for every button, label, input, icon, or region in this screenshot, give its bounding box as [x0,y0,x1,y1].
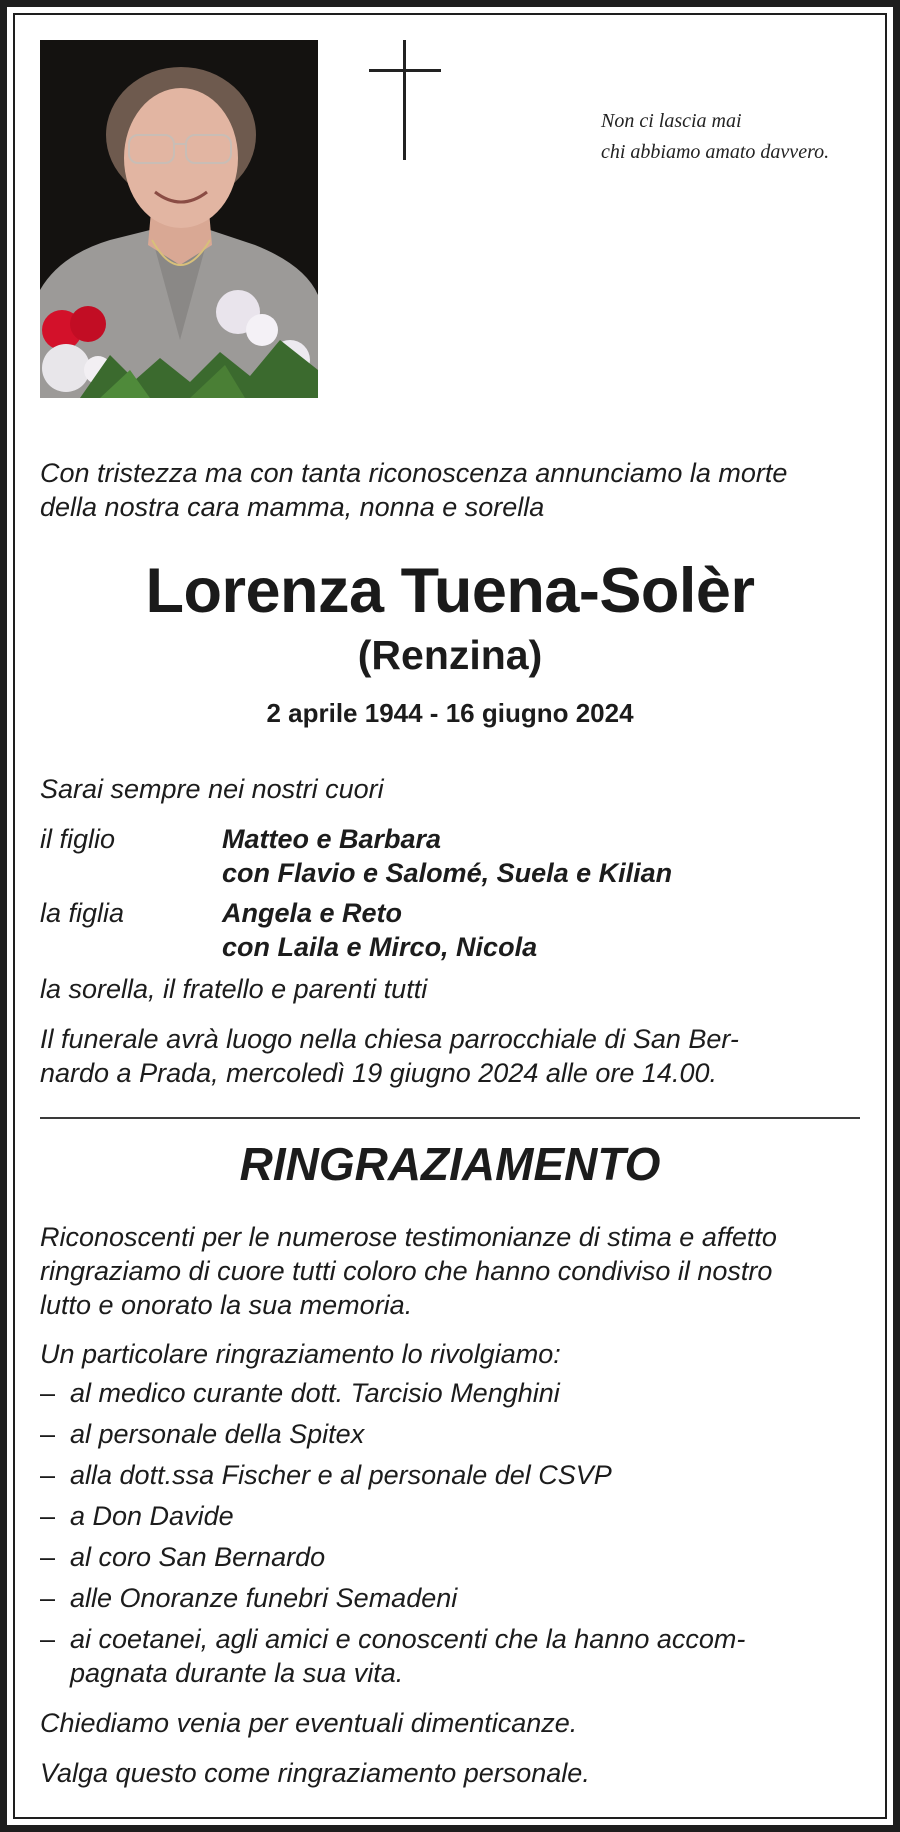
dash-bullet: – [40,1624,56,1654]
dash-bullet: – [40,1583,56,1613]
intro-text [40,456,862,524]
list-item-text: ai coetanei, agli amici e conoscenti che la hanno accom- [70,1624,746,1654]
intro-line: Con tristezza ma con tanta riconoscenza annunciamo la morte [40,458,788,488]
thanks-paragraph-line: Riconoscenti per le numerose testimonianze di stima e affetto [40,1222,777,1252]
thanks-lead: Un particolare ringraziamento lo rivolgiamo: [40,1339,561,1369]
dash-bullet: – [40,1378,56,1408]
apology-line: Chiediamo venia per eventuali dimenticanze. [40,1708,578,1738]
other-relatives: la sorella, il fratello e parenti tutti [40,974,428,1004]
thanks-list [40,1376,862,1697]
life-dates: 2 aprile 1944 - 16 giugno 2024 [266,698,634,728]
remember-line: Sarai sempre nei nostri cuori [40,774,384,804]
funeral-notice [40,1022,862,1090]
dash-bullet: – [40,1501,56,1531]
thanks-paragraph-line: lutto e onorato la sua memoria. [40,1290,413,1320]
dash-bullet: – [40,1542,56,1572]
relative-names [222,822,672,890]
motto-line: chi abbiamo amato davvero. [601,141,830,163]
relative-names [222,896,537,964]
list-item [40,1458,862,1492]
list-item-text: alla dott.ssa Fischer e al personale del CSVP [70,1460,612,1490]
thanks-heading: RINGRAZIAMENTO [239,1138,661,1190]
portrait-photo [40,40,318,398]
thanks-paragraph [40,1220,862,1322]
list-item-text: al coro San Bernardo [70,1542,326,1572]
closing-line: Valga questo come ringraziamento personale. [40,1758,590,1788]
list-item [40,1499,862,1533]
list-item [40,1622,862,1690]
relative-label: la figlia [40,898,125,928]
dash-bullet: – [40,1460,56,1490]
section-divider [40,1117,860,1119]
list-item [40,1376,862,1410]
relative-name-line: Matteo e Barbara [222,824,442,854]
list-item [40,1581,862,1615]
deceased-name: Lorenza Tuena-Solèr [145,556,755,626]
dash-bullet: – [40,1419,56,1449]
list-item-text: al personale della Spitex [70,1419,365,1449]
thanks-paragraph-line: ringraziamo di cuore tutti coloro che hanno condiviso il nostro [40,1256,773,1286]
relative-name-line: con Laila e Mirco, Nicola [222,932,538,962]
funeral-line: nardo a Prada, mercoledì 19 giugno 2024 alle ore 14.00. [40,1058,717,1088]
cross-icon [369,40,441,160]
list-item-text: a Don Davide [70,1501,234,1531]
motto-line: Non ci lascia mai [601,110,742,132]
list-item-text: alle Onoranze funebri Semadeni [70,1583,458,1613]
motto [601,106,871,168]
relative-name-line: Angela e Reto [222,898,403,928]
funeral-line: Il funerale avrà luogo nella chiesa parrocchiale di San Ber- [40,1024,739,1054]
deceased-nickname: (Renzina) [357,632,543,678]
intro-line: della nostra cara mamma, nonna e sorella [40,492,545,522]
relative-label: il figlio [40,824,116,854]
list-item [40,1417,862,1451]
list-item-text: pagnata durante la sua vita. [70,1658,404,1688]
relative-name-line: con Flavio e Salomé, Suela e Kilian [222,858,673,888]
list-item-text: al medico curante dott. Tarcisio Menghini [70,1378,560,1408]
list-item [40,1540,862,1574]
